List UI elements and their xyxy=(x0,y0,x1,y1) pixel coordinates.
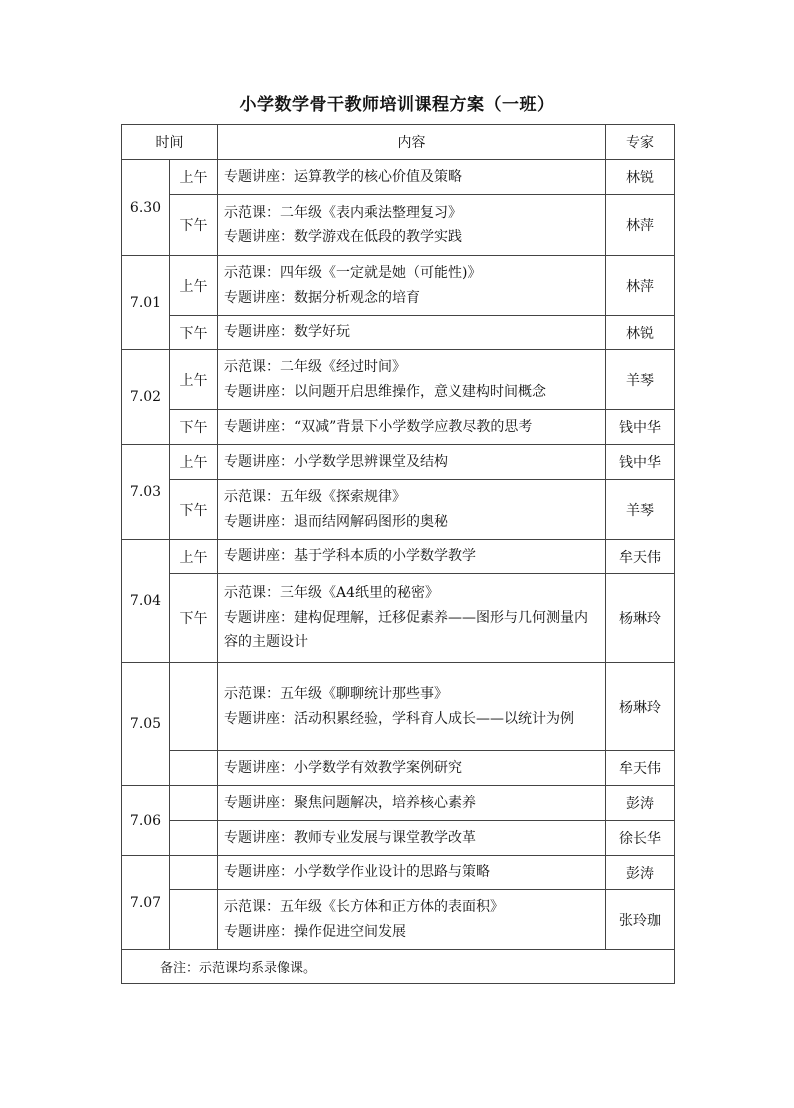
content-cell xyxy=(218,160,606,195)
header-expert: 专家 xyxy=(606,125,675,160)
table-row xyxy=(122,445,675,480)
expert-cell: 彭涛 xyxy=(606,786,675,821)
content-line: 专题讲座：数学游戏在低段的教学实践 xyxy=(224,229,462,245)
content-cell xyxy=(218,445,606,480)
content-cell xyxy=(218,480,606,540)
content-line: 专题讲座：基于学科本质的小学数学教学 xyxy=(224,548,476,565)
note-row xyxy=(122,950,675,984)
expert-cell: 牟天伟 xyxy=(606,751,675,786)
table-row xyxy=(122,890,675,950)
content-line: 专题讲座：退而结网解码图形的奥秘 xyxy=(224,513,448,530)
expert-cell: 钱中华 xyxy=(606,445,675,480)
expert-cell: 羊琴 xyxy=(606,350,675,410)
table-row xyxy=(122,821,675,856)
content-line: 专题讲座：运算教学的核心价值及策略 xyxy=(224,168,462,185)
expert-cell: 林锐 xyxy=(606,316,675,350)
table-row xyxy=(122,410,675,445)
expert-cell: 牟天伟 xyxy=(606,540,675,574)
period-cell: 上午 xyxy=(170,540,218,574)
table-row xyxy=(122,856,675,890)
table-row xyxy=(122,751,675,786)
content-cell xyxy=(218,856,606,890)
table-row xyxy=(122,663,675,751)
period-cell: 上午 xyxy=(170,445,218,480)
period-cell: 下午 xyxy=(170,574,218,663)
expert-cell: 张玲珈 xyxy=(606,890,675,950)
page-title: 小学数学骨干教师培训课程方案（一班） xyxy=(239,95,555,115)
expert-cell: 林锐 xyxy=(606,160,675,195)
period-cell xyxy=(170,751,218,786)
date-cell: 7.01 xyxy=(122,256,170,350)
content-line: 专题讲座：小学数学作业设计的思路与策略 xyxy=(224,864,490,881)
content-cell xyxy=(218,540,606,574)
table-row xyxy=(122,574,675,663)
period-cell xyxy=(170,786,218,821)
date-cell: 7.05 xyxy=(122,663,170,786)
content-line: 示范课：二年级《经过时间》 xyxy=(224,359,406,375)
content-cell xyxy=(218,316,606,350)
period-cell xyxy=(170,663,218,751)
expert-cell: 彭涛 xyxy=(606,856,675,890)
period-cell xyxy=(170,890,218,950)
date-cell: 6.30 xyxy=(122,160,170,256)
content-line: 专题讲座：教师专业发展与课堂教学改革 xyxy=(224,829,476,846)
period-cell: 上午 xyxy=(170,160,218,195)
expert-cell: 杨琳玲 xyxy=(606,574,675,663)
header-row xyxy=(122,125,675,160)
content-line: 专题讲座：小学数学思辨课堂及结构 xyxy=(224,453,448,470)
content-cell xyxy=(218,663,606,751)
period-cell: 下午 xyxy=(170,480,218,540)
expert-cell: 林萍 xyxy=(606,256,675,316)
expert-cell: 羊琴 xyxy=(606,480,675,540)
period-cell xyxy=(170,821,218,856)
period-cell: 上午 xyxy=(170,256,218,316)
period-cell: 上午 xyxy=(170,350,218,410)
content-line: 专题讲座：以问题开启思维操作，意义建构时间概念 xyxy=(224,383,546,400)
table-row xyxy=(122,540,675,574)
content-line: 示范课：二年级《表内乘法整理复习》 xyxy=(224,204,462,221)
period-cell xyxy=(170,856,218,890)
content-line: 示范课：三年级《A4纸里的秘密》 xyxy=(224,585,440,602)
table-row xyxy=(122,256,675,316)
table-row xyxy=(122,160,675,195)
table-row xyxy=(122,480,675,540)
expert-cell: 徐长华 xyxy=(606,821,675,856)
expert-cell: 林萍 xyxy=(606,195,675,256)
content-line: 示范课：五年级《探索规律》 xyxy=(224,489,406,505)
content-cell xyxy=(218,890,606,950)
date-cell: 7.04 xyxy=(122,540,170,663)
header-content: 内容 xyxy=(218,125,606,160)
period-cell: 下午 xyxy=(170,410,218,445)
date-cell: 7.07 xyxy=(122,856,170,950)
header-time: 时间 xyxy=(122,125,218,160)
content-cell xyxy=(218,751,606,786)
content-cell xyxy=(218,821,606,856)
table-row xyxy=(122,350,675,410)
date-cell: 7.06 xyxy=(122,786,170,856)
table-row xyxy=(122,316,675,350)
content-line: 专题讲座：聚焦问题解决，培养核心素养 xyxy=(224,794,476,811)
schedule-table xyxy=(121,124,675,984)
content-line: 示范课：五年级《聊聊统计那些事》 xyxy=(224,686,448,702)
content-line: 专题讲座：操作促进空间发展 xyxy=(224,923,406,940)
content-line: 专题讲座：数据分析观念的培育 xyxy=(224,289,420,306)
note-text: 备注：示范课均系录像课。 xyxy=(122,950,675,984)
period-cell: 下午 xyxy=(170,195,218,256)
table-row xyxy=(122,786,675,821)
expert-cell: 杨琳玲 xyxy=(606,663,675,751)
content-line: 专题讲座：小学数学有效教学案例研究 xyxy=(224,759,462,776)
content-cell xyxy=(218,350,606,410)
date-cell: 7.02 xyxy=(122,350,170,445)
content-line: 示范课：四年级《一定就是她（可能性)》 xyxy=(224,265,482,281)
content-cell xyxy=(218,256,606,316)
content-line: 示范课：五年级《长方体和正方体的表面积》 xyxy=(224,899,504,915)
date-cell: 7.03 xyxy=(122,445,170,540)
period-cell: 下午 xyxy=(170,316,218,350)
content-line: 专题讲座：数学好玩 xyxy=(224,324,350,341)
content-line: 专题讲座：活动积累经验，学科育人成长——以统计为例 xyxy=(224,710,574,727)
content-cell xyxy=(218,410,606,445)
content-line: 专题讲座：建构促理解，迁移促素养——图形与几何测量内容的主题设计 xyxy=(224,609,588,651)
table-row xyxy=(122,195,675,256)
content-cell xyxy=(218,786,606,821)
content-cell xyxy=(218,195,606,256)
expert-cell: 钱中华 xyxy=(606,410,675,445)
content-cell xyxy=(218,574,606,663)
content-line: 专题讲座：“双减”背景下小学数学应教尽教的思考 xyxy=(224,418,533,435)
